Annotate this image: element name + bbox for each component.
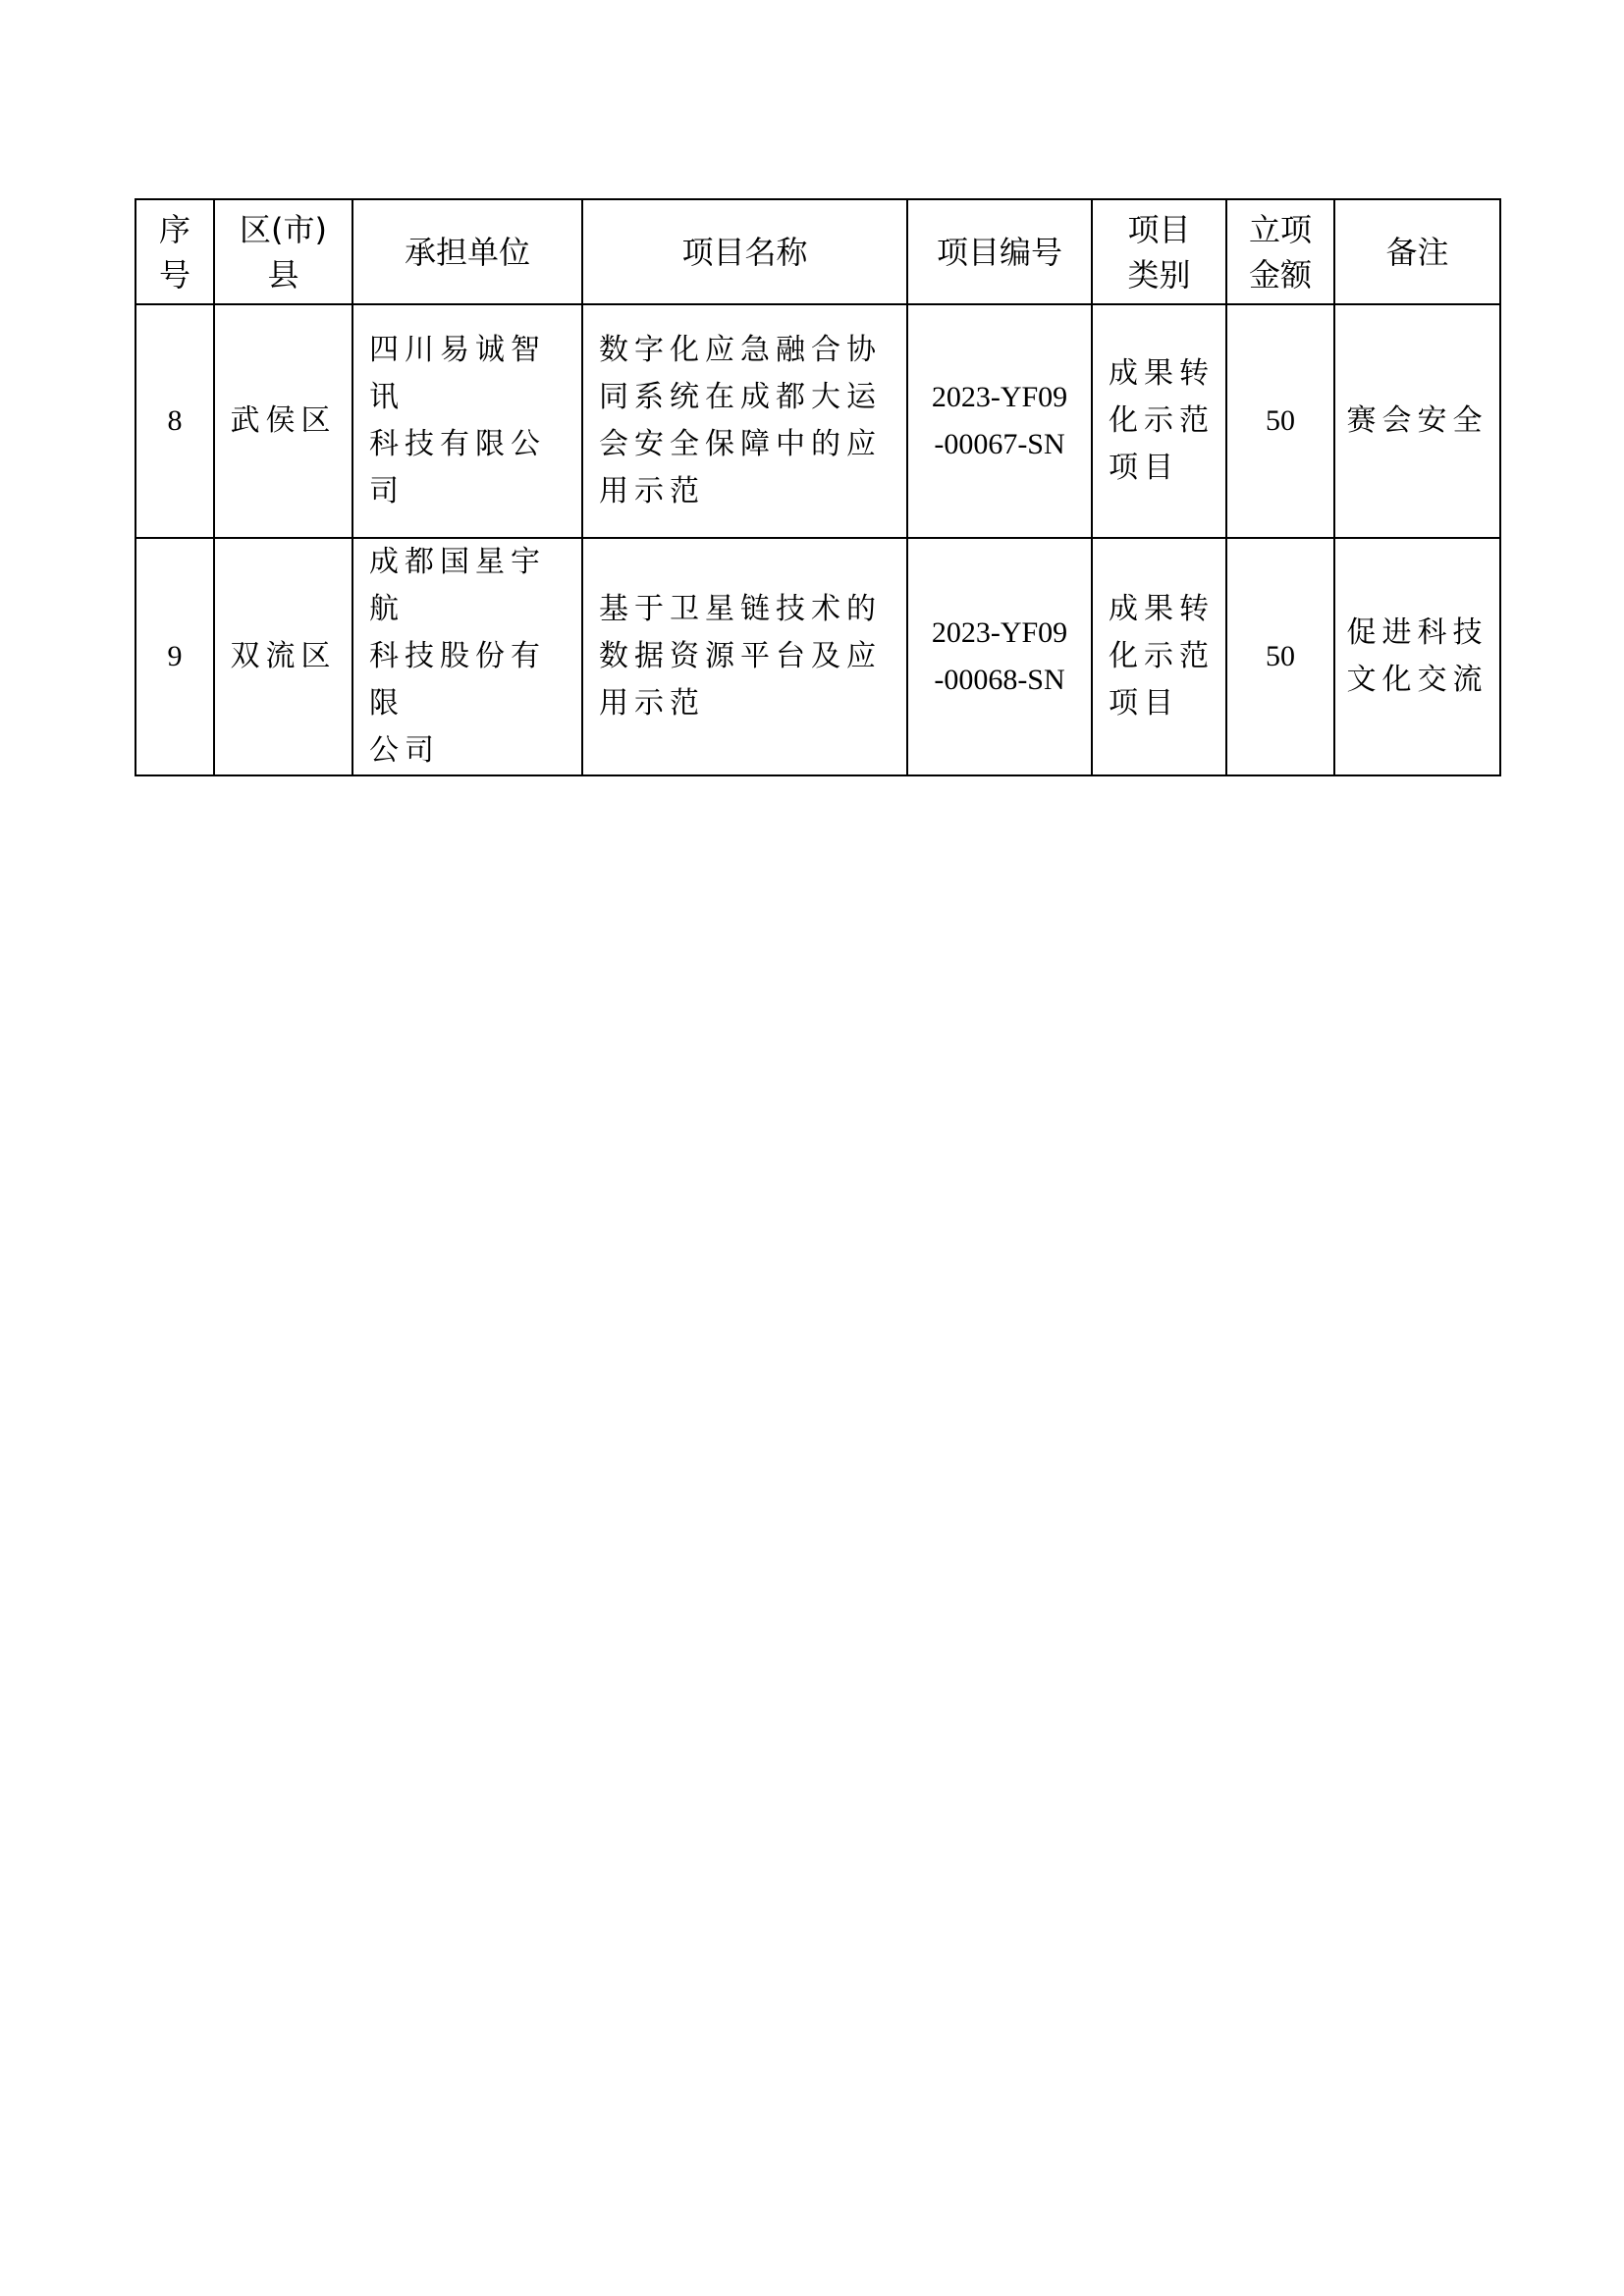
header-project-type-label: 项目 类别 [1127,210,1191,294]
cell-project-type [1092,538,1226,775]
table-row [135,304,1500,538]
header-unit-label: 承担单位 [404,233,530,271]
header-remarks [1334,199,1500,304]
cell-unit [352,304,582,538]
header-project-code-label: 项目编号 [936,233,1062,271]
cell-seq: 9 [135,538,214,775]
cell-project-type [1092,304,1226,538]
cell-project-code-text: 2023-YF09 -00068-SN [931,616,1068,696]
header-unit [352,199,582,304]
cell-remarks-text: 促进科技 文化交流 [1346,615,1489,697]
header-remarks-label: 备注 [1385,233,1449,271]
cell-amount: 50 [1226,304,1334,538]
cell-unit-text: 成都国星宇航 科技股份有限 公司 [369,545,546,768]
cell-project-code [907,538,1092,775]
cell-remarks [1334,304,1500,538]
header-project-name [582,199,907,304]
cell-unit-text: 四川易诚智讯 科技有限公司 [369,333,546,508]
header-amount [1226,199,1334,304]
header-seq [135,199,214,304]
header-seq-label: 序 号 [158,210,190,294]
cell-project-type-text: 成果转 化示范 项目 [1109,356,1215,485]
cell-district: 双流区 [214,538,352,775]
header-project-name-label: 项目名称 [681,233,808,271]
header-project-type [1092,199,1226,304]
cell-amount: 50 [1226,538,1334,775]
cell-project-type-text: 成果转 化示范 项目 [1109,592,1215,721]
header-project-code [907,199,1092,304]
cell-remarks [1334,538,1500,775]
cell-project-name-text: 数字化应急融合协 同系统在成都大运 会安全保障中的应 用示范 [599,333,882,508]
cell-remarks-text: 赛会安全 [1346,403,1489,438]
table-row [135,538,1500,775]
table-header-row [135,199,1500,304]
cell-project-code [907,304,1092,538]
cell-unit [352,538,582,775]
header-amount-label: 立项 金额 [1248,210,1312,294]
project-table [135,198,1501,776]
cell-project-name-text: 基于卫星链技术的 数据资源平台及应 用示范 [599,592,882,721]
header-district-label: 区(市) 县 [240,210,327,294]
cell-district: 武侯区 [214,304,352,538]
cell-project-code-text: 2023-YF09 -00067-SN [931,381,1068,460]
cell-project-name [582,538,907,775]
header-district [214,199,352,304]
cell-project-name [582,304,907,538]
cell-seq: 8 [135,304,214,538]
